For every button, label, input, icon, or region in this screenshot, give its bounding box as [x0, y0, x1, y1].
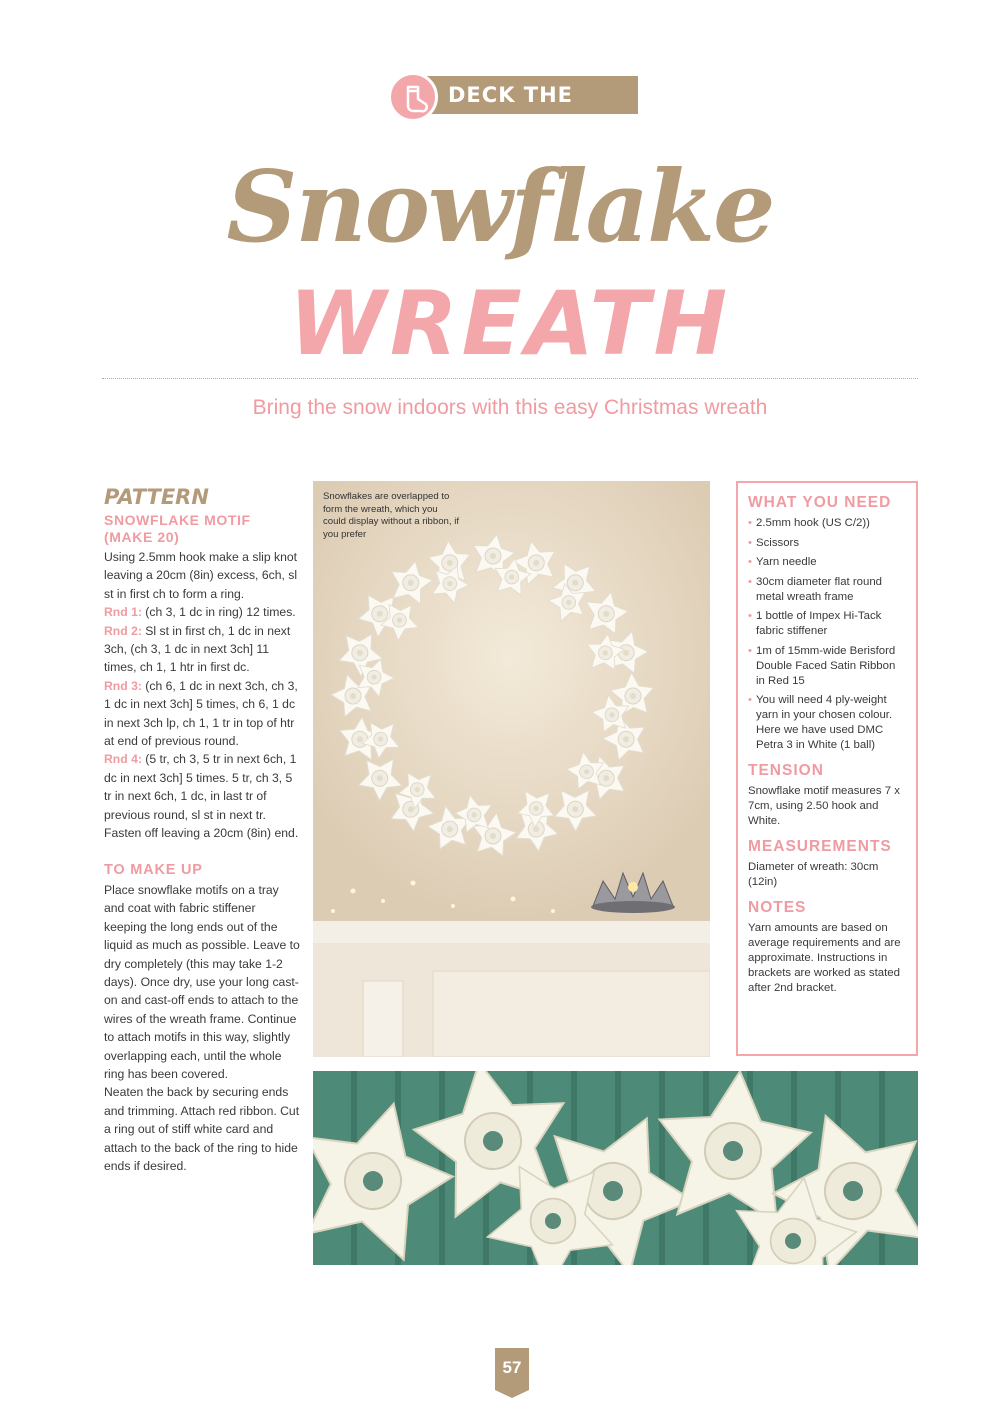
list-item: • Yarn needle: [748, 555, 906, 570]
pattern-heading: PATTERN: [104, 485, 209, 509]
motif-heading: SNOWFLAKE MOTIF (MAKE 20): [104, 512, 251, 545]
round-3: [104, 677, 300, 751]
round-text: (ch 6, 1 dc in next 3ch, ch 3, 1 dc in next 3ch] 5 times, ch 6, 1 dc in next 3ch lp, ch 1, 1 tr in top of htr at end of previous round.: [104, 678, 298, 749]
measurements-text: Diameter of wreath: 30cm (12in): [748, 861, 879, 888]
photo-caption: Snowflakes are overlapped to form the wreath, which you could display without a ribbon, if you prefer: [323, 491, 459, 540]
round-label: Rnd 4:: [104, 752, 142, 767]
wreath-photo: [313, 481, 710, 1057]
round-1: [104, 603, 300, 621]
tension-text: Snowflake motif measures 7 x 7cm, using 2.50 hook and White.: [748, 785, 900, 827]
list-item: • You will need 4 ply-weight yarn in your chosen colour. Here we have used DMC Petra 3 in White (1 ball): [748, 693, 906, 753]
round-2: [104, 622, 300, 677]
title-line-1: Snowflake: [226, 150, 774, 265]
stocking-icon: [388, 72, 438, 122]
list-item: • 1 bottle of Impex Hi-Tack fabric stiffener: [748, 609, 906, 639]
pattern-intro: Using 2.5mm hook make a slip knot leaving a 20cm (8in) excess, 6ch, sl st in first ch to form a ring.: [104, 550, 298, 601]
make-up-text: Place snowflake motifs on a tray and coat with fabric stiffener keeping the long ends out of the liquid as much as possible. Leave to dry completely (this may take 1-2 days). Once dry, use your long cast-on and cast-off ends to attach to the wires of the wreath frame. Continue to attach motifs in this way, slightly overlapping each, until the whole ring has been covered.: [104, 882, 300, 1081]
section-banner: [388, 72, 638, 145]
list-item: • 2.5mm hook (US C/2)): [748, 516, 906, 531]
round-label: Rnd 1:: [104, 605, 142, 620]
measurements-heading: MEASUREMENTS: [748, 838, 892, 855]
snowflake-closeup-photo: [313, 1071, 918, 1265]
title-line-2: WREATH: [288, 272, 732, 375]
list-item: • 1m of 15mm-wide Berisford Double Faced Satin Ribbon in Red 15: [748, 644, 906, 689]
subtitle: Bring the snow indoors with this easy Christmas wreath: [252, 396, 768, 419]
round-text: Sl st in first ch, 1 dc in next 3ch, (ch 3, 1 dc in next 3ch] 11 times, ch 1, 1 htr in first dc.: [104, 623, 291, 675]
page-number: 57: [495, 1348, 529, 1390]
divider: [102, 378, 918, 379]
round-text: (5 tr, ch 3, 5 tr in next 6ch, 1 dc in next 3ch] 5 times. 5 tr, ch 3, 5 tr in next 6ch, 1 dc, in last tr of previous round, sl st in next tr. Fasten off leaving a 20cm (8in) end.: [104, 752, 299, 841]
what-you-need-heading: WHAT YOU NEED: [748, 494, 892, 511]
tension-heading: TENSION: [748, 762, 824, 779]
make-up-text-2: Neaten the back by securing ends and trimming. Attach red ribbon. Cut a ring out of stiff white card and attach to the back of the ring to hide ends if desired.: [104, 1085, 300, 1173]
round-label: Rnd 2:: [104, 623, 142, 638]
notes-heading: NOTES: [748, 899, 807, 916]
section-label: DECK THE HALLS: [418, 76, 638, 114]
materials-box: [736, 481, 918, 1056]
round-text: (ch 3, 1 dc in ring) 12 times.: [141, 605, 296, 620]
pattern-column: [104, 485, 300, 1175]
list-item: • Scissors: [748, 536, 906, 551]
round-label: Rnd 3:: [104, 678, 142, 693]
list-item: • 30cm diameter flat round metal wreath frame: [748, 575, 906, 605]
notes-text: Yarn amounts are based on average requirements and are approximate. Instructions in brackets are worked as stated after 2nd bracket.: [748, 922, 901, 994]
materials-list: [748, 516, 906, 753]
round-4: [104, 750, 300, 842]
make-up-heading: TO MAKE UP: [104, 861, 203, 878]
